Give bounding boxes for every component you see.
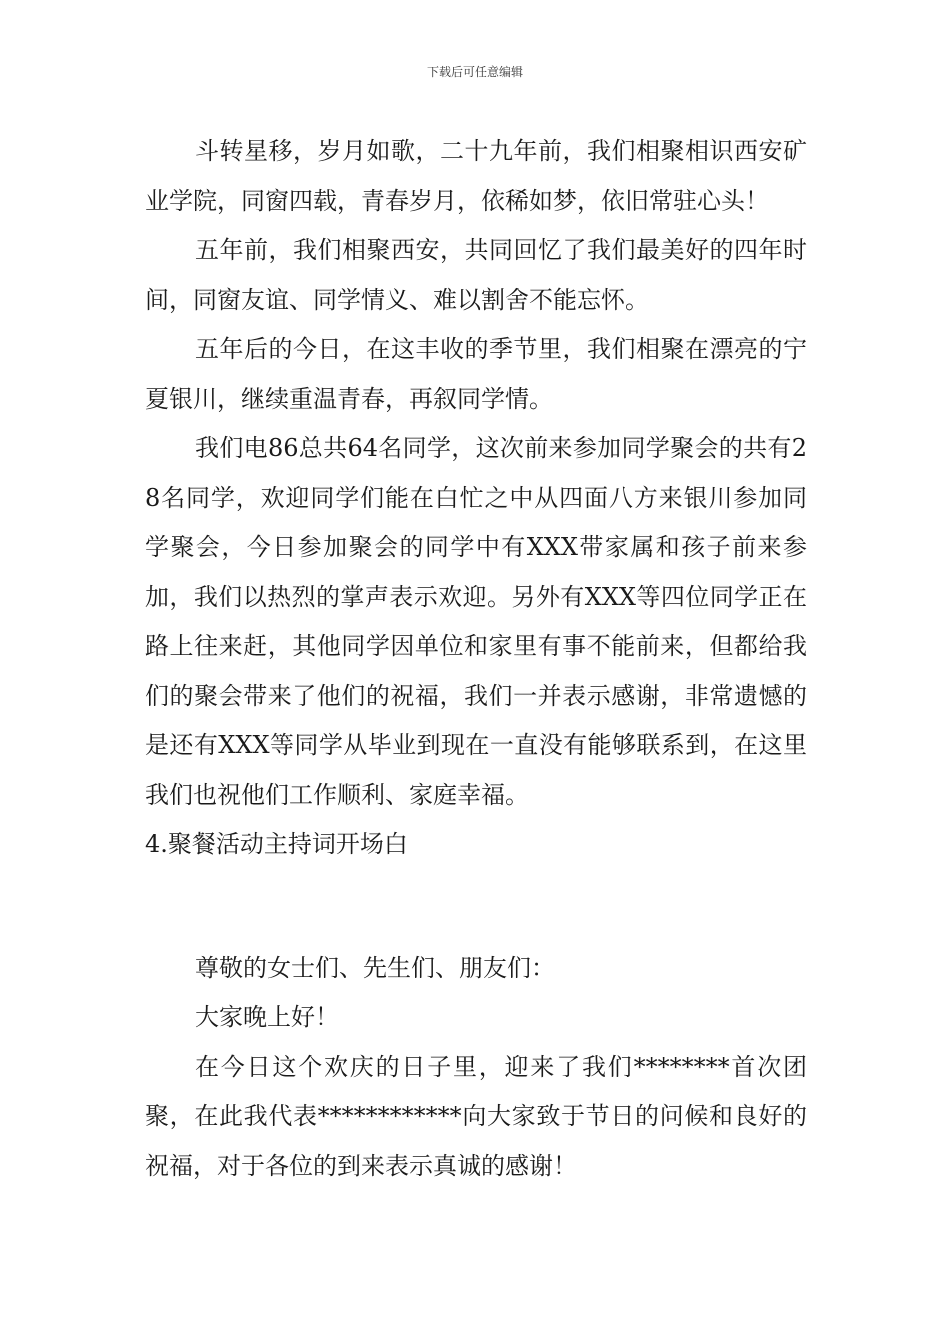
paragraph-greeting: 尊敬的女士们、先生们、朋友们： — [195, 953, 555, 982]
section-spacer — [145, 870, 807, 944]
section-heading: 4.聚餐活动主持词开场白 — [145, 830, 408, 858]
page-header-note: 下载后可任意编辑 — [426, 65, 523, 79]
paragraph-1: 斗转星移，岁月如歌，二十九年前，我们相聚相识西安矿业学院，同窗四载，青春岁月，依稀如梦，依旧常驻心头！ — [145, 137, 807, 215]
paragraph-2: 五年前，我们相聚西安，共同回忆了我们最美好的四年时间，同窗友谊、同学情义、难以割舍不能忘怀。 — [145, 236, 807, 314]
paragraph-4: 我们电86总共64名同学，这次前来参加同学聚会的共有28名同学，欢迎同学们能在白忙之中从四面八方来银川参加同学聚会，今日参加聚会的同学中有XXX带家属和孩子前来参加，我们以热烈的掌声表示欢迎。另外有XXX等四位同学正在路上往来赶，其他同学因单位和家里有事不能前来，但都给我们的聚会带来了他们的祝福，我们一并表示感谢，非常遗憾的是还有XXX等同学从毕业到现在一直没有能够联系到，在这里我们也祝他们工作顺利、家庭幸福。 — [145, 434, 807, 809]
paragraph-good-evening: 大家晚上好！ — [195, 1003, 339, 1031]
paragraph-3: 五年后的今日，在这丰收的季节里，我们相聚在漂亮的宁夏银川，继续重温青春，再叙同学情。 — [145, 335, 807, 413]
paragraph-7: 在今日这个欢庆的日子里，迎来了我们********首次团聚，在此我代表************向大家致于节日的问候和良好的祝福，对于各位的到来表示真诚的感谢！ — [145, 1052, 807, 1180]
document-body — [145, 127, 807, 1191]
